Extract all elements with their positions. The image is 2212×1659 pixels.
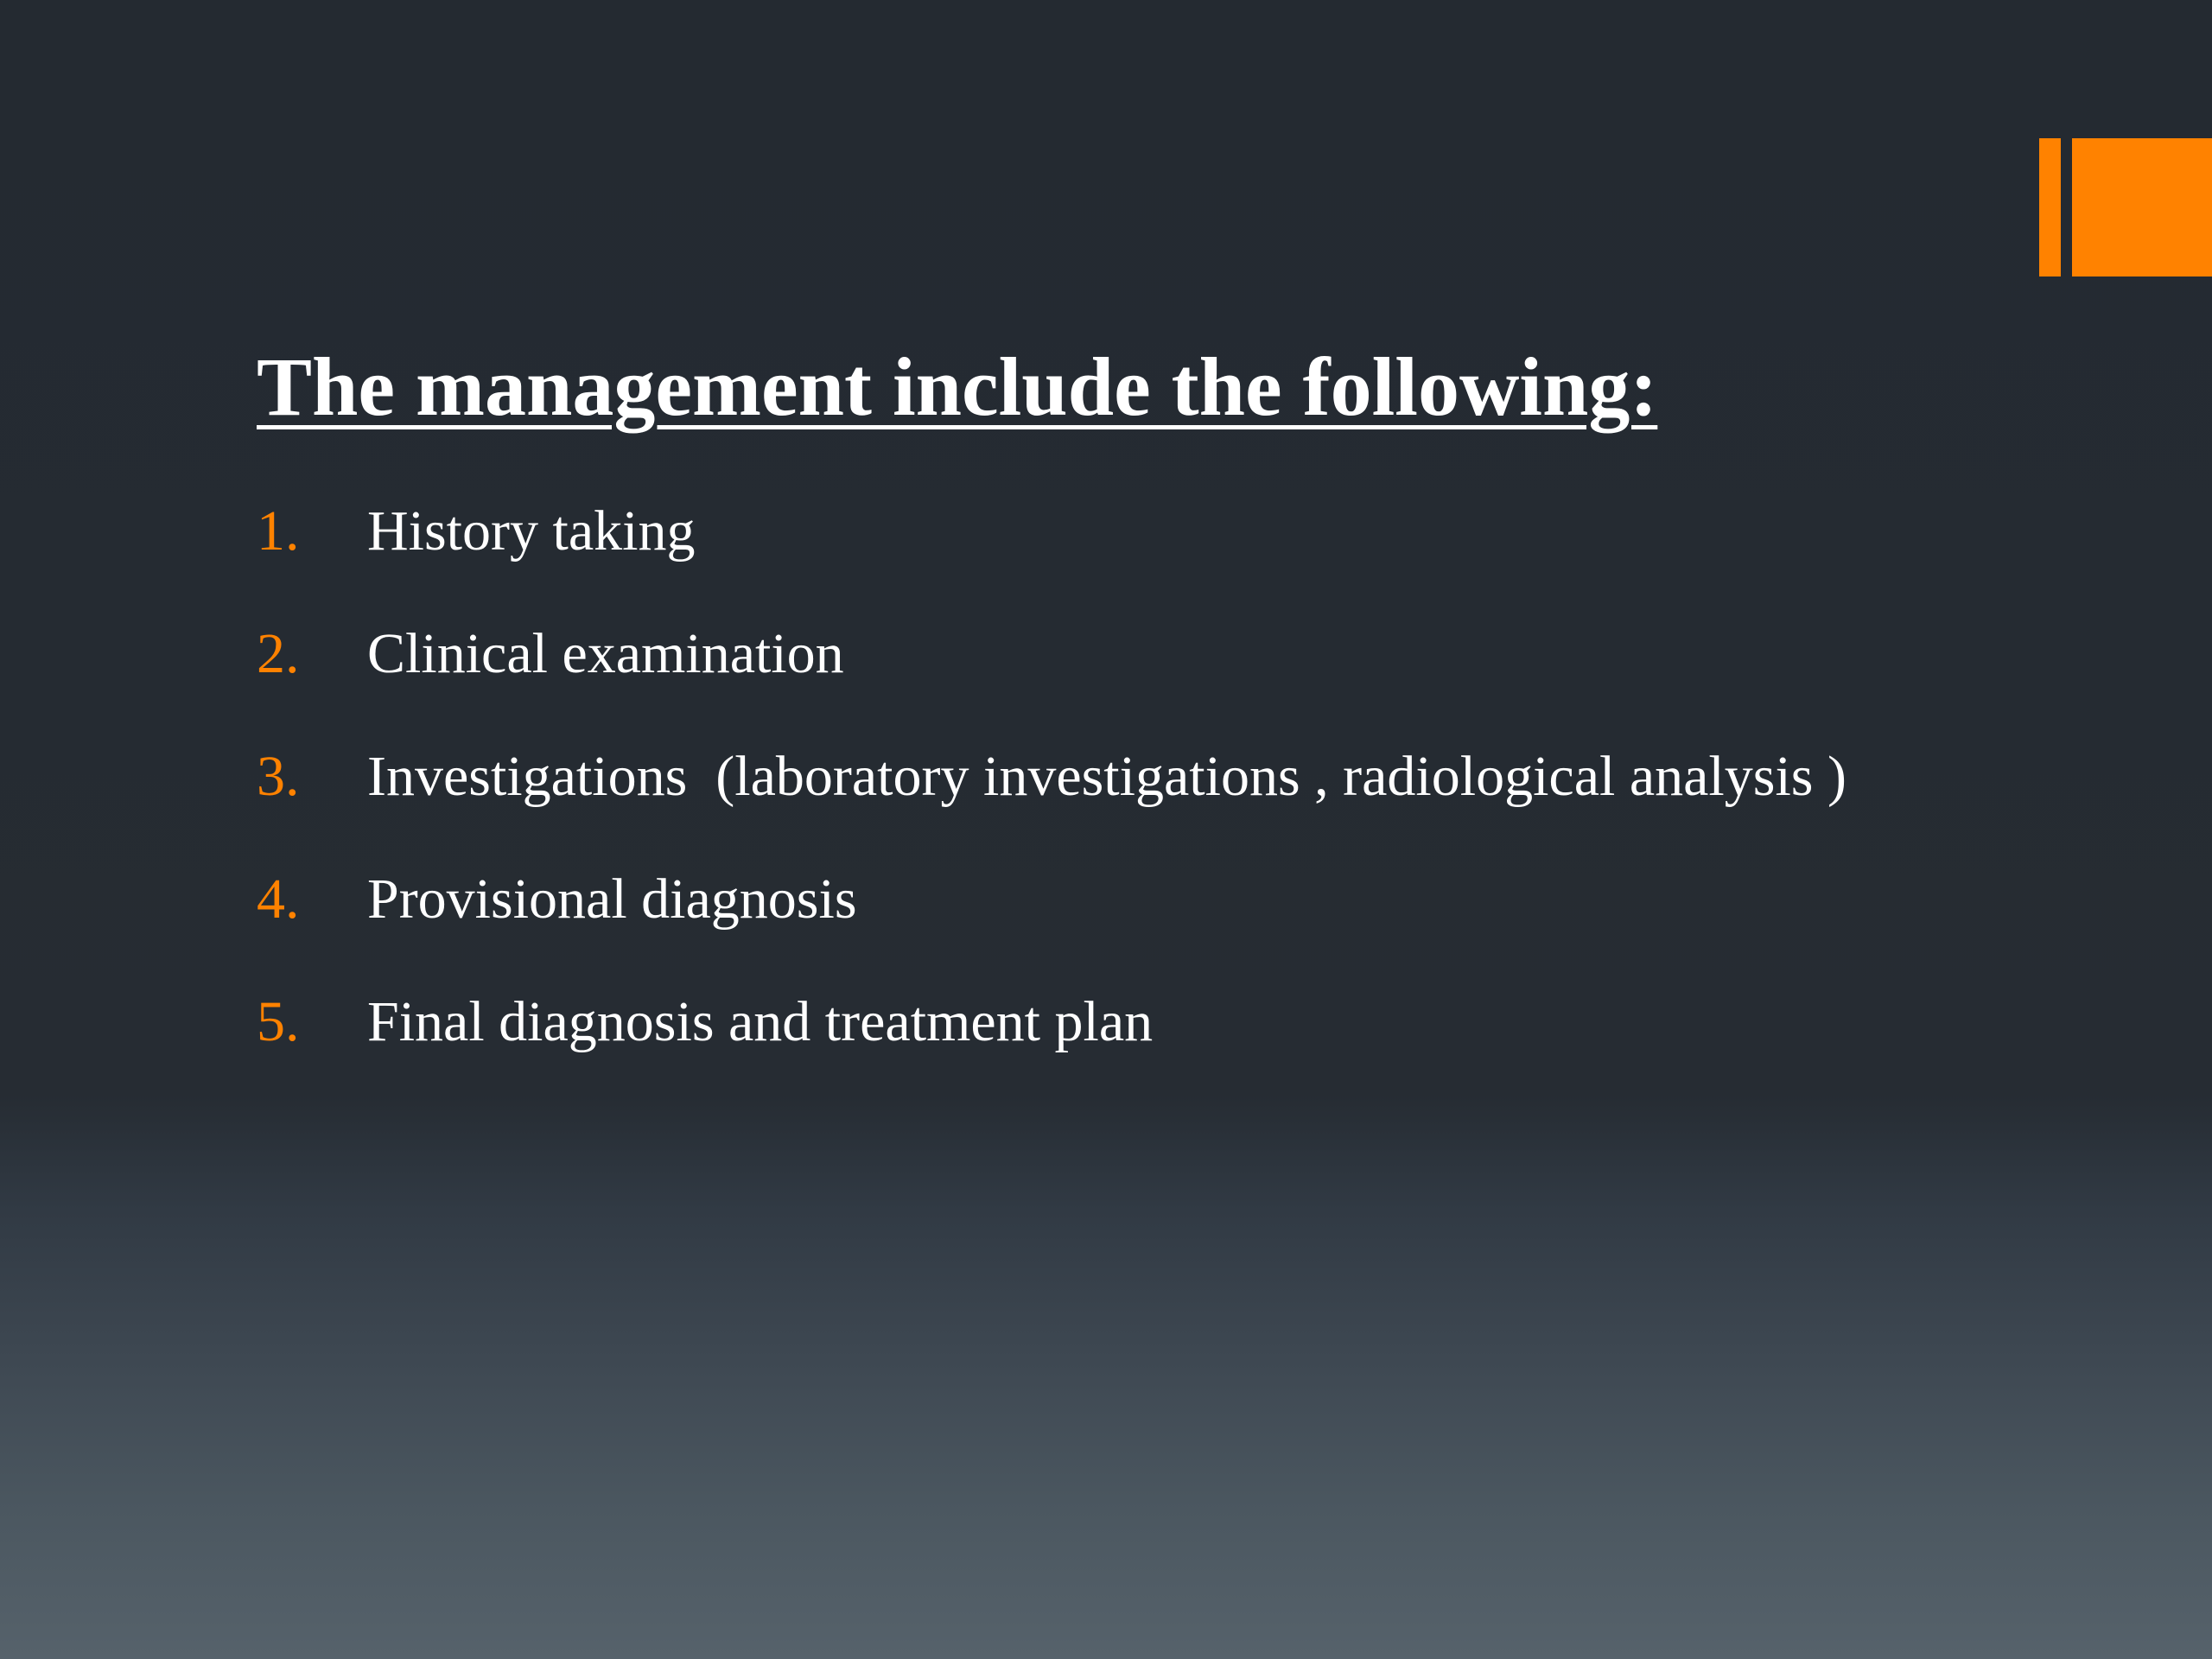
accent-bar-thin [2039, 138, 2061, 276]
slide-title: The management include the following: [257, 340, 1658, 433]
list-item [257, 856, 1847, 979]
list-item [257, 734, 1847, 856]
list-item-number: 1. [257, 499, 300, 563]
list-item-number: 5. [257, 990, 300, 1053]
list-item-text: Clinical examination [367, 622, 844, 685]
list-item-text: History taking [367, 499, 696, 563]
list-item-number: 3. [257, 745, 300, 808]
list-item-text: Final diagnosis and treatment plan [367, 990, 1154, 1053]
list-item [257, 979, 1847, 1102]
list-item-number: 4. [257, 868, 300, 931]
accent-bar-block [2072, 138, 2212, 276]
management-steps-list [257, 488, 1847, 1102]
list-item-text: Investigations (laboratory investigations , radiological analysis ) [367, 745, 1847, 808]
list-item-text: Provisional diagnosis [367, 868, 857, 931]
list-item [257, 488, 1847, 611]
list-item-number: 2. [257, 622, 300, 685]
list-item [257, 611, 1847, 734]
